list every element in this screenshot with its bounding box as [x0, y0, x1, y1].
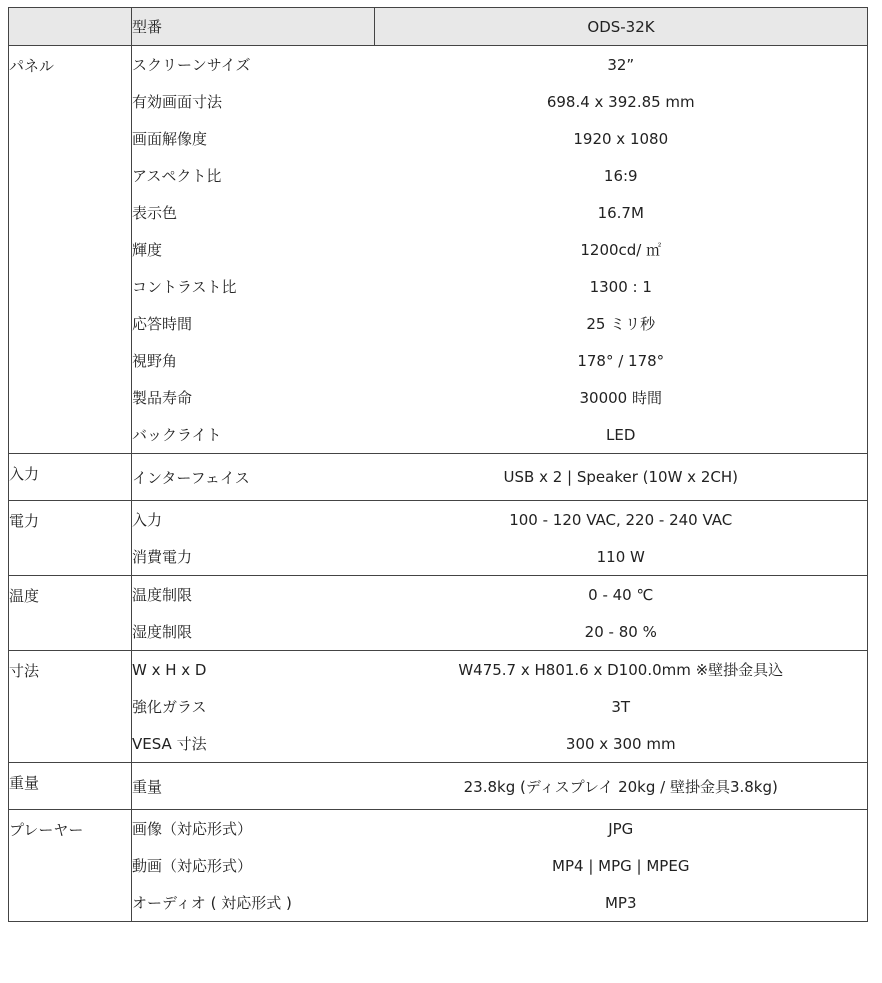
table-row	[9, 379, 868, 416]
attribute-cell: 有効画面寸法	[132, 93, 223, 111]
category-cell: プレーヤー	[9, 810, 132, 922]
table-row	[9, 688, 868, 725]
value-cell: 16:9	[375, 157, 868, 194]
attribute-cell: 動画（対応形式）	[132, 857, 253, 875]
value-cell: 1200cd/ ㎡	[375, 231, 868, 268]
value-cell: 20 - 80 %	[375, 613, 868, 651]
spec-body	[9, 46, 868, 922]
value-cell: 0 - 40 ℃	[375, 576, 868, 614]
table-row	[9, 120, 868, 157]
attribute-cell: 画面解像度	[132, 130, 208, 148]
table-row	[9, 884, 868, 922]
value-cell: 178° / 178°	[375, 342, 868, 379]
table-row	[9, 342, 868, 379]
attribute-cell: スクリーンサイズ	[132, 46, 375, 84]
table-row	[9, 725, 868, 763]
value-cell: 1920 x 1080	[375, 120, 868, 157]
table-row	[9, 416, 868, 454]
attribute-cell: 視野角	[132, 352, 178, 370]
attribute-cell: アスペクト比	[132, 167, 222, 185]
table-row	[9, 810, 868, 848]
table-row	[9, 651, 868, 689]
value-cell: MP3	[375, 884, 868, 922]
category-cell: 温度	[9, 576, 132, 651]
attribute-cell: 重量	[132, 763, 375, 810]
table-row	[9, 538, 868, 576]
table-row	[9, 231, 868, 268]
attribute-cell: バックライト	[132, 426, 222, 444]
value-cell: 32”	[375, 46, 868, 84]
attribute-cell: 表示色	[132, 204, 178, 222]
attribute-cell: コントラスト比	[132, 278, 237, 296]
header-model-value: ODS-32K	[375, 8, 868, 46]
value-cell: MP4 | MPG | MPEG	[375, 847, 868, 884]
attribute-cell: W x H x D	[132, 651, 375, 689]
header-category-cell	[9, 8, 132, 46]
header-model-label: 型番	[132, 8, 375, 46]
attribute-cell: 温度制限	[132, 576, 375, 614]
category-cell: パネル	[9, 46, 132, 454]
table-row	[9, 305, 868, 342]
attribute-cell: VESA 寸法	[132, 735, 207, 753]
attribute-cell: 湿度制限	[132, 623, 193, 641]
value-cell: 23.8kg (ディスプレイ 20kg / 壁掛金具3.8kg)	[375, 763, 868, 810]
value-cell: USB x 2 | Speaker (10W x 2CH)	[375, 454, 868, 501]
attribute-cell: オーディオ ( 対応形式 )	[132, 884, 375, 922]
attribute-cell: 消費電力	[132, 548, 193, 566]
table-row	[9, 83, 868, 120]
category-cell: 重量	[9, 763, 132, 810]
value-cell: 110 W	[375, 538, 868, 576]
spec-table	[8, 7, 868, 922]
table-row	[9, 268, 868, 305]
attribute-cell: インターフェイス	[132, 454, 375, 501]
value-cell: JPG	[375, 810, 868, 848]
table-header-row	[9, 8, 868, 46]
table-row	[9, 46, 868, 84]
value-cell: 16.7M	[375, 194, 868, 231]
category-cell: 寸法	[9, 651, 132, 763]
table-row	[9, 613, 868, 651]
table-row	[9, 763, 868, 810]
table-row	[9, 454, 868, 501]
value-cell: 30000 時間	[375, 379, 868, 416]
value-cell: 1300 : 1	[375, 268, 868, 305]
table-row	[9, 157, 868, 194]
value-cell: 100 - 120 VAC, 220 - 240 VAC	[375, 501, 868, 539]
value-cell: 25 ミリ秒	[375, 305, 868, 342]
attribute-cell: 輝度	[132, 241, 163, 259]
attribute-cell: 入力	[132, 501, 375, 539]
category-cell: 入力	[9, 454, 132, 501]
attribute-cell: 応答時間	[132, 315, 193, 333]
value-cell: 698.4 x 392.85 mm	[375, 83, 868, 120]
table-row	[9, 847, 868, 884]
table-row	[9, 194, 868, 231]
table-row	[9, 501, 868, 539]
table-row	[9, 576, 868, 614]
value-cell: 3T	[375, 688, 868, 725]
category-cell: 電力	[9, 501, 132, 576]
attribute-cell: 製品寿命	[132, 389, 193, 407]
attribute-cell: 画像（対応形式）	[132, 810, 375, 848]
value-cell: W475.7 x H801.6 x D100.0mm ※壁掛金具込	[375, 651, 868, 689]
value-cell: 300 x 300 mm	[375, 725, 868, 763]
value-cell: LED	[375, 416, 868, 454]
attribute-cell: 強化ガラス	[132, 698, 207, 716]
